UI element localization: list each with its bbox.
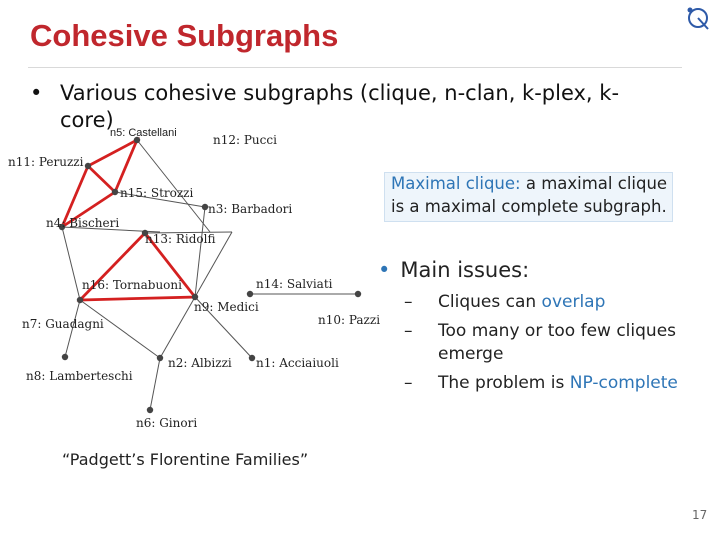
issue-dash: – (404, 373, 413, 393)
node-tornabuoni (77, 297, 83, 303)
callout-term: Maximal clique: (391, 174, 521, 193)
node-pazzi (355, 291, 361, 297)
node-salviati (247, 291, 253, 297)
issue-dash: – (404, 292, 413, 312)
node-strozzi (112, 189, 118, 195)
node-label-pazzi: n10: Pazzi (318, 313, 381, 327)
issue-dash: – (404, 321, 413, 341)
issues-heading-text: Main issues: (400, 258, 530, 282)
node-label-ridolfi: n13: Ridolfi (145, 232, 216, 246)
bullet-dot: • (30, 81, 43, 105)
node-label-tornabuoni: n16: Tornabuoni (82, 278, 182, 292)
node-albizzi (157, 355, 163, 361)
node-label-pucci: n12: Pucci (213, 133, 277, 147)
issue-text: Cliques can (438, 292, 542, 312)
node-label-albizzi: n2: Albizzi (168, 356, 232, 370)
callout-text (391, 173, 676, 218)
issue-text: Too many or too few cliques emerge (438, 321, 677, 364)
figure-caption: “Padgett’s Florentine Families” (62, 450, 309, 469)
node-label-bischeri: n4: Bischeri (46, 216, 120, 230)
issues-heading (378, 258, 529, 282)
issue-item (404, 372, 684, 395)
node-label-salviati: n14: Salviati (256, 277, 333, 291)
issue-accent: overlap (541, 292, 606, 312)
node-peruzzi (85, 163, 91, 169)
edge (195, 207, 205, 297)
node-label-guadagni: n7: Guadagni (22, 317, 104, 331)
issues-bullet: • (378, 258, 391, 282)
node-label-medici: n9: Medici (194, 300, 259, 314)
slide-title: Cohesive Subgraphs (30, 18, 339, 53)
edge (160, 297, 195, 358)
node-label-acciaiuoli: n1: Acciaiuoli (256, 356, 339, 370)
node-label-barbadori: n3: Barbadori (208, 202, 293, 216)
node-label-lamberteschi: n8: Lamberteschi (26, 369, 133, 383)
edge (62, 227, 80, 300)
issue-text: The problem is (438, 373, 570, 393)
issue-accent: NP-complete (569, 373, 678, 393)
node-acciaiuoli (249, 355, 255, 361)
node-label-castellani: n5: Castellani (110, 127, 177, 139)
page-number: 17 (692, 508, 708, 522)
edge (150, 358, 160, 410)
node-label-peruzzi: n11: Peruzzi (8, 155, 84, 169)
clique-triangle-upper (88, 140, 137, 192)
node-label-ginori: n6: Ginori (136, 416, 198, 430)
main-bullet-text: Various cohesive subgraphs (clique, n-clan, k-plex, k-core) (60, 81, 620, 132)
callout-definition: a maximal clique is a maximal complete subgraph. (391, 174, 668, 216)
node-label-strozzi: n15: Strozzi (120, 186, 194, 200)
issue-item (404, 291, 684, 314)
issue-item (404, 320, 684, 366)
node-ginori (147, 407, 153, 413)
node-lamberteschi (62, 354, 68, 360)
